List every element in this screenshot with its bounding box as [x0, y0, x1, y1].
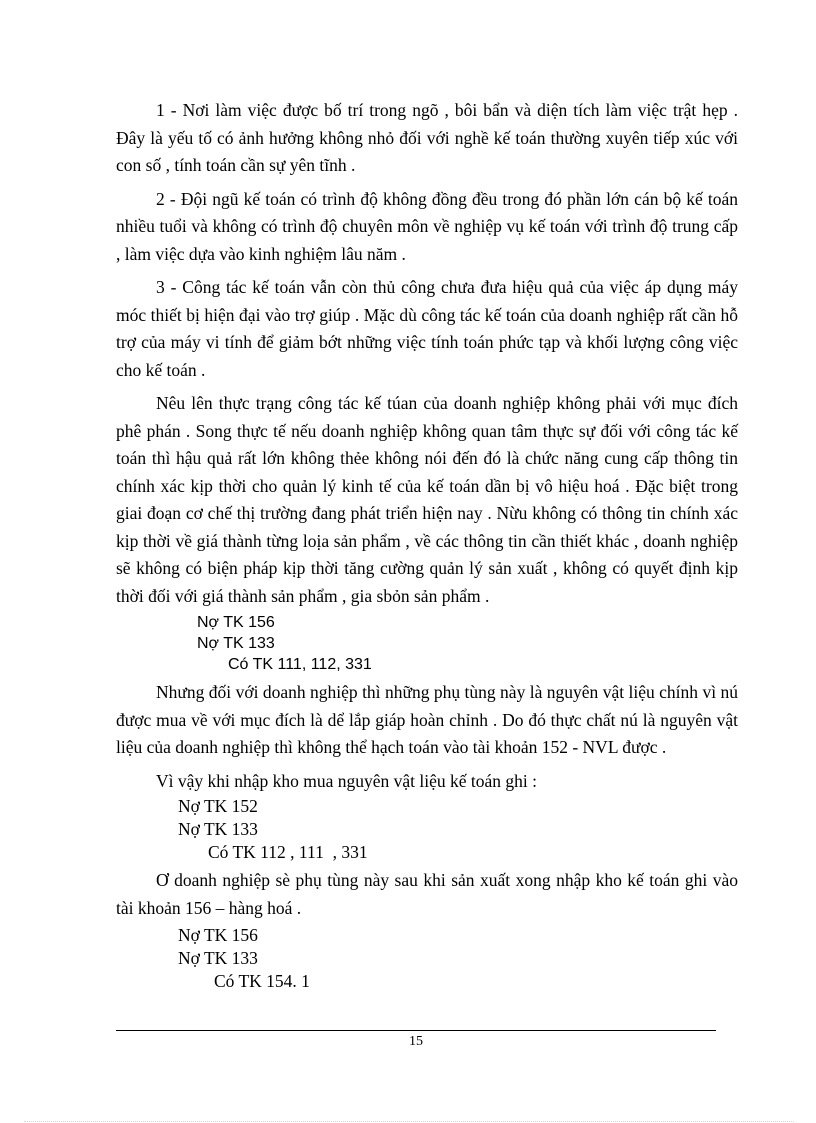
entry-debit-line: Nợ TK 156 [178, 925, 258, 945]
entry-credit-line: Có TK 111, 112, 331 [228, 656, 372, 673]
paragraph-import-entry-intro: Vì vậy khi nhập kho mua nguyên vật liệu kế toán ghi : [156, 770, 538, 791]
journal-entry-3 [116, 924, 738, 993]
journal-entry-1 [116, 612, 738, 675]
page-body [116, 97, 738, 993]
paragraph-workspace-issue: 1 - Nơi làm việc được bố trí trong ngõ , bôi bẩn và diện tích làm việc trật hẹp . Đây là yếu tố có ảnh hưởng không nhỏ đối với nghề kế toán thường xuyên tiếp xúc với con số , tính toán cần sự yên tĩnh . [116, 100, 738, 175]
entry-debit-line: Nợ TK 133 [178, 819, 258, 839]
journal-entry-2 [116, 795, 738, 864]
page-number: 15 [409, 1034, 423, 1049]
entry-debit-line: Nợ TK 133 [178, 948, 258, 968]
paragraph-manual-accounting-issue: 3 - Công tác kế toán vẫn còn thủ công chưa đưa hiệu quả của việc áp dụng máy móc thiết bị hiện đại vào trợ giúp . Mặc dù công tác kế toán của doanh nghiệp rất cần hỗ trợ của máy vi tính để giảm bớt những việc tính toán phức tạp và khối lượng công việc cho kế toán . [116, 277, 738, 380]
paragraph-spare-parts: Nhưng đối với doanh nghiệp thì những phụ tùng này là nguyên vật liệu chính vì nú được mua về với mục đích là dể lắp giáp hoàn chỉnh . Do đó thực chất nú là nguyên vật liệu của doanh nghiệp thì không thể hạch toán vào tài khoản 152 - NVL được . [116, 682, 738, 757]
entry-credit-line: Có TK 154. 1 [214, 971, 310, 991]
entry-debit-line: Nợ TK 156 [197, 614, 275, 631]
entry-debit-line: Nợ TK 152 [178, 796, 258, 816]
page-bottom-edge [24, 1121, 794, 1122]
footer-divider [116, 1030, 716, 1031]
entry-debit-line: Nợ TK 133 [197, 635, 275, 652]
paragraph-staff-issue: 2 - Đội ngũ kế toán có trình độ không đồng đều trong đó phần lớn cán bộ kế toán nhiều tuổi và không có trình độ chuyên môn về nghiệp vụ kế toán với trình độ trung cấp , làm việc dựa vào kinh nghiệm lâu năm . [116, 188, 738, 264]
entry-credit-line: Có TK 112 , 111 , 331 [208, 842, 368, 862]
paragraph-current-state: Nêu lên thực trạng công tác kế túan của doanh nghiệp không phải với mục đích phê phán . Song thực tế nếu doanh nghiệp không quan tâm thực sự đối với công tác kế toán thì hậu quả rất lớn không thẻe không nói đến đó là chức năng cung cấp thông tin chính xác kịp thời cho quản lý kinh tế của kế toán dần bị vô hiệu hoá . Đặc biệt trong giai đoạn cơ chế thị trường đang phát triển hiện nay . Nừu không có thông tin chính xác kịp thời về giá thành từng loịa sản phẩm , về các thông tin cần thiết khác , doanh nghiệp sẽ không có biện pháp kịp thời tăng cường quản lý sản xuất , không có quyết định kịp thời đối với giá thành sản phẩm , gia sbỏn sản phẩm . [116, 393, 738, 606]
paragraph-goods-account: Ơ doanh nghiệp sè phụ tùng này sau khi sản xuất xong nhập kho kế toán ghi vào tài khoản 156 – hàng hoá . [116, 870, 738, 918]
